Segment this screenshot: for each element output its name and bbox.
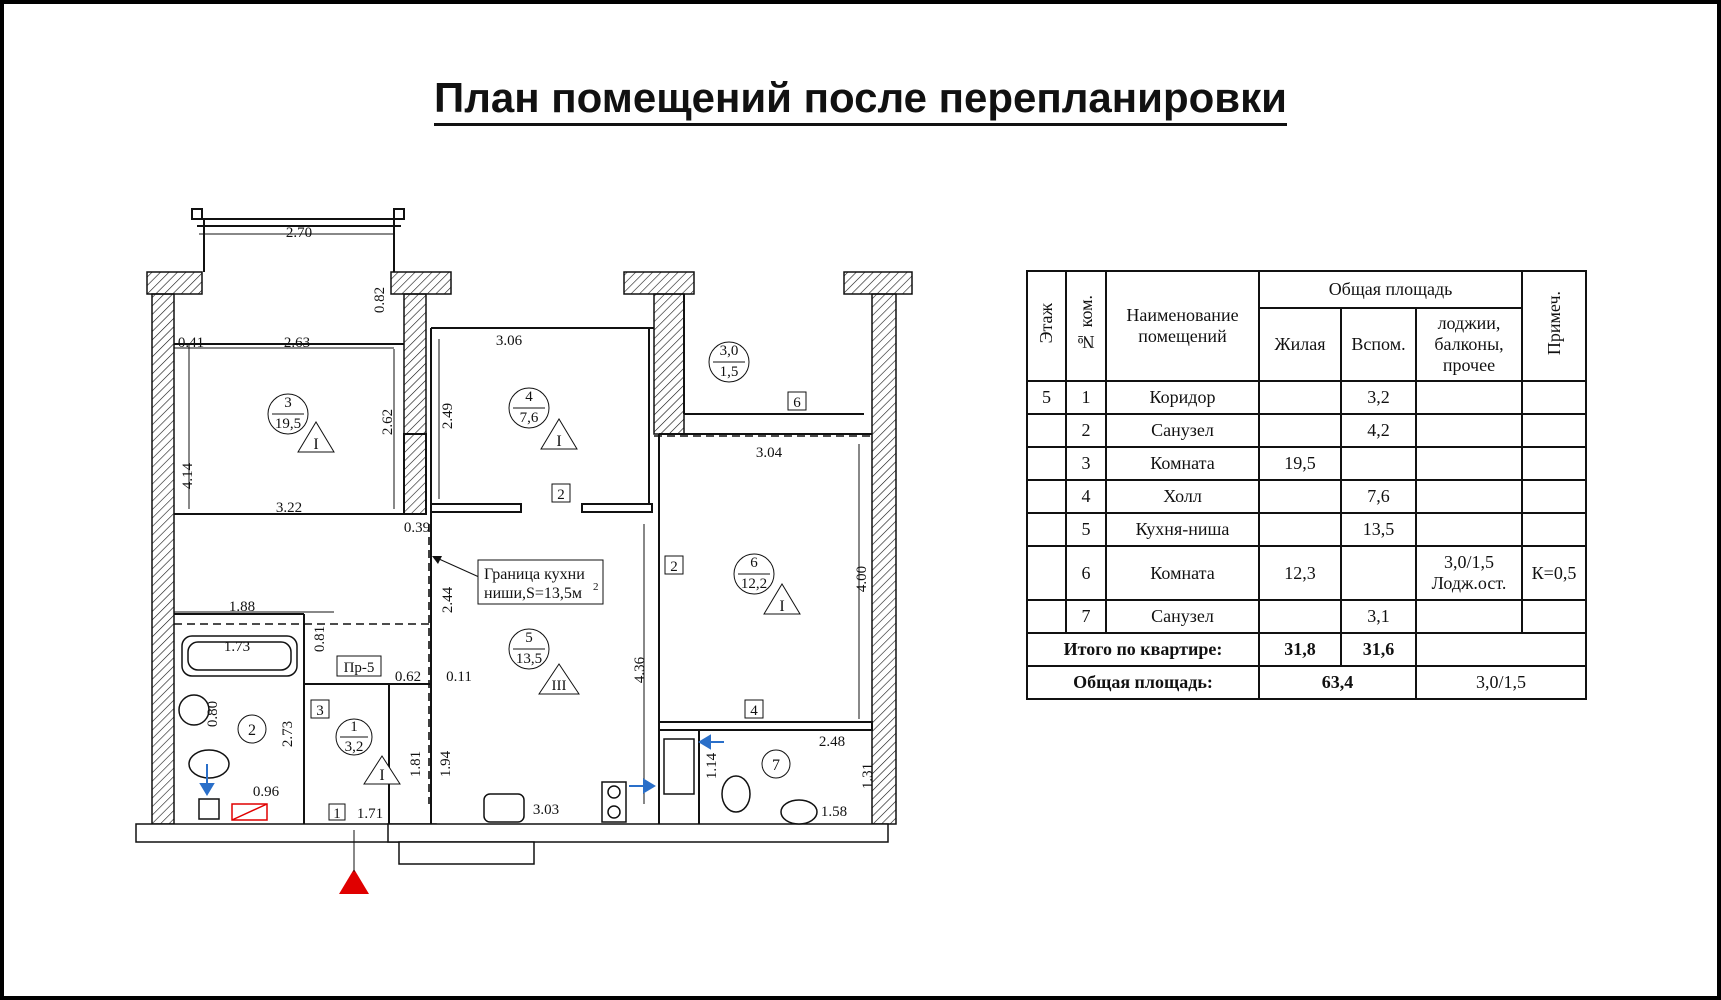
svg-text:7,6: 7,6 (519, 410, 539, 426)
drawing-sheet (4, 4, 1717, 996)
svg-text:0.11: 0.11 (446, 669, 472, 685)
svg-text:2: 2 (670, 559, 678, 575)
svg-text:6: 6 (750, 555, 758, 571)
room-3-label (268, 394, 334, 453)
svg-text:6: 6 (793, 395, 801, 411)
svg-text:1.58: 1.58 (820, 804, 848, 820)
wall-top-mid2 (624, 272, 694, 294)
dimension-lines (174, 234, 872, 804)
totals-row: Итого по квартире: 31,8 31,6 (1027, 633, 1586, 666)
toilet-bathroom-2 (722, 776, 750, 812)
total-area-row: Общая площадь: 63,4 3,0/1,5 (1027, 666, 1586, 699)
svg-text:I: I (779, 598, 785, 615)
table-row: 4 Холл 7,6 (1027, 480, 1586, 513)
svg-text:0.39: 0.39 (403, 520, 431, 536)
svg-text:13,5: 13,5 (515, 651, 543, 667)
table-row: 2 Санузел 4,2 (1027, 414, 1586, 447)
svg-text:12,2: 12,2 (740, 576, 768, 592)
svg-text:4: 4 (750, 703, 758, 719)
header-auxiliary: Вспом. (1341, 308, 1416, 381)
svg-text:0.96: 0.96 (252, 784, 280, 800)
svg-text:0.80: 0.80 (205, 700, 221, 728)
floor-plan (4, 4, 1004, 996)
wall-room3-right (404, 294, 426, 434)
svg-text:5: 5 (525, 630, 533, 646)
svg-text:Граница кухни: Граница кухни (484, 566, 585, 583)
room-4-label (509, 388, 577, 450)
svg-text:1: 1 (350, 719, 358, 735)
wall-top-left (147, 272, 202, 294)
wall-column (404, 434, 426, 514)
entrance-marker-icon (339, 869, 369, 894)
svg-text:0.41: 0.41 (177, 335, 205, 351)
kitchen-sink (484, 794, 524, 822)
svg-text:0.62: 0.62 (394, 669, 422, 685)
table-row: 3 Комната 19,5 (1027, 447, 1586, 480)
svg-text:2: 2 (593, 581, 599, 593)
svg-text:4.36: 4.36 (632, 656, 648, 684)
svg-text:3.04: 3.04 (755, 445, 783, 461)
svg-text:0.81: 0.81 (312, 625, 328, 653)
wall-top-right (844, 272, 912, 294)
header-living: Жилая (1259, 308, 1341, 381)
table-row: 5 Кухня-ниша 13,5 (1027, 513, 1586, 546)
svg-text:1.94: 1.94 (438, 750, 454, 778)
header-total-area: Общая площадь (1259, 271, 1522, 308)
svg-text:1: 1 (333, 806, 341, 822)
header-notes: Примеч. (1522, 271, 1586, 381)
sink-bathroom-2 (781, 800, 817, 824)
header-room-no: № ком. (1066, 271, 1106, 381)
svg-text:19,5: 19,5 (274, 416, 302, 432)
svg-text:1.73: 1.73 (223, 639, 251, 655)
svg-text:2.48: 2.48 (818, 734, 846, 750)
svg-text:1,5: 1,5 (719, 364, 739, 380)
header-name: Наименование помещений (1106, 271, 1259, 381)
svg-text:2.63: 2.63 (283, 335, 311, 351)
table-row: 6 Комната 12,3 3,0/1,5 Лодж.ост. К=0,5 (1027, 546, 1586, 600)
svg-text:3,0: 3,0 (719, 343, 739, 359)
header-loggia: лоджии, балконы, прочее (1416, 308, 1522, 381)
svg-text:1.14: 1.14 (704, 752, 720, 780)
room-loggia-label (709, 342, 749, 382)
svg-text:4.00: 4.00 (854, 565, 870, 593)
header-floor: Этаж (1027, 271, 1066, 381)
svg-text:3.03: 3.03 (532, 802, 560, 818)
room-7-label (762, 750, 790, 778)
door-marks (311, 392, 806, 822)
svg-text:4: 4 (525, 389, 533, 405)
svg-text:2.49: 2.49 (440, 402, 456, 430)
svg-text:1.31: 1.31 (860, 762, 876, 790)
svg-text:1.81: 1.81 (408, 750, 424, 778)
svg-text:2.62: 2.62 (380, 408, 396, 436)
svg-text:2: 2 (248, 722, 256, 739)
room-6-label (734, 554, 800, 615)
wall-bottom-right (388, 824, 888, 842)
svg-text:III: III (551, 678, 567, 694)
toilet-bathroom (189, 750, 229, 778)
partitions (174, 209, 872, 824)
wall-top-mid1 (391, 272, 451, 294)
svg-text:2.44: 2.44 (440, 586, 456, 614)
wall-room4-right (654, 294, 684, 434)
table-row: 7 Санузел 3,1 (1027, 600, 1586, 633)
svg-text:ниши,S=13,5м: ниши,S=13,5м (484, 585, 583, 602)
room-5-label (509, 629, 579, 694)
rooms-table (1026, 270, 1587, 700)
svg-text:4.14: 4.14 (180, 462, 196, 490)
wall-right (872, 294, 896, 824)
svg-text:3.06: 3.06 (495, 333, 523, 349)
svg-text:1.71: 1.71 (356, 806, 384, 822)
wall-left (152, 294, 174, 824)
balcony-slab (399, 842, 534, 864)
svg-text:2.73: 2.73 (280, 720, 296, 748)
shower (664, 739, 694, 794)
room-1-label (336, 719, 400, 784)
svg-text:I: I (379, 767, 385, 784)
room-2-label (238, 715, 266, 743)
svg-text:3,2: 3,2 (344, 739, 364, 755)
dimension-values (178, 225, 876, 822)
svg-text:1.88: 1.88 (228, 599, 256, 615)
svg-text:7: 7 (772, 757, 780, 774)
svg-text:Пр-5: Пр-5 (343, 660, 375, 676)
kitchen-boundary-note (478, 560, 603, 604)
svg-text:I: I (313, 436, 319, 453)
page-title: План помещений после перепланировки (4, 74, 1717, 122)
svg-text:0.82: 0.82 (372, 286, 388, 314)
svg-text:3: 3 (284, 395, 292, 411)
svg-text:I: I (556, 433, 562, 450)
svg-text:2.70: 2.70 (285, 225, 313, 241)
svg-text:2: 2 (557, 487, 565, 503)
svg-text:3: 3 (316, 703, 324, 719)
washer (199, 799, 219, 819)
table-row: 5 1 Коридор 3,2 (1027, 381, 1586, 414)
svg-text:3.22: 3.22 (275, 500, 303, 516)
